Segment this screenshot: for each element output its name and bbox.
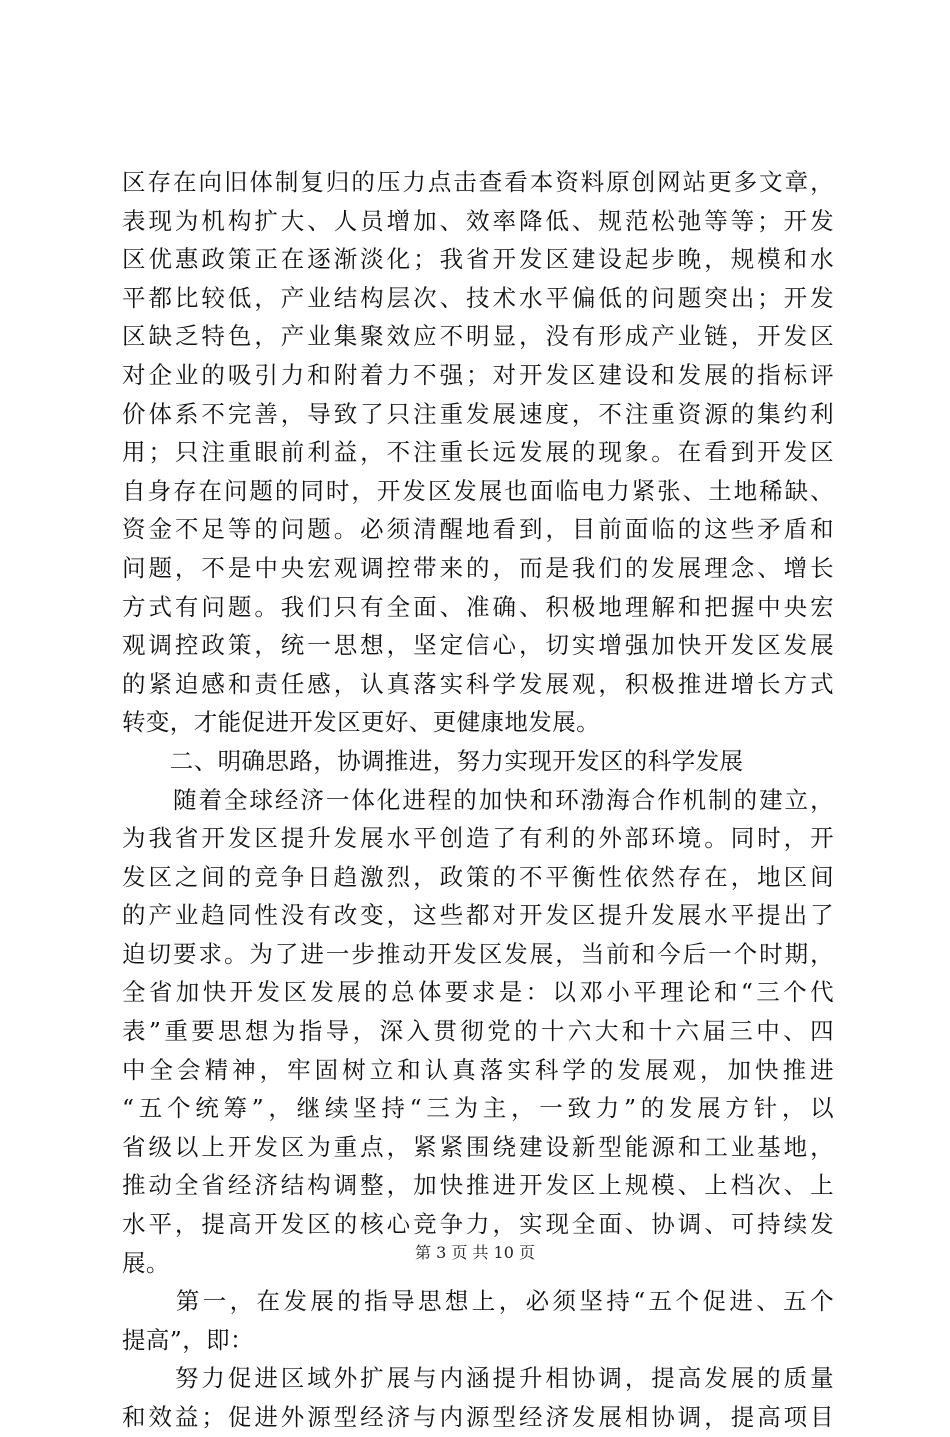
text-line: 方式有问题。我们只有全面、准确、积极地理解和把握中央宏 [122, 592, 834, 621]
text-line: 问题，不是中央宏观调控带来的，而是我们的发展理念、增长 [122, 553, 834, 582]
text-line: 区缺乏特色，产业集聚效应不明显，没有形成产业链，开发区 [122, 322, 834, 351]
text-line: 用；只注重眼前利益，不注重长远发展的现象。在看到开发区 [122, 438, 834, 467]
text-line: 为我省开发区提升发展水平创造了有利的外部环境。同时，开 [122, 824, 834, 853]
text-line: 平都比较低，产业结构层次、技术水平偏低的问题突出；开发 [122, 283, 834, 312]
text-line: 提高”，即： [122, 1325, 254, 1354]
text-line: 表现为机构扩大、人员增加、效率降低、规范松弛等等；开发 [122, 206, 834, 235]
text-line: 的产业趋同性没有改变，这些都对开发区提升发展水平提出了 [122, 901, 834, 930]
page-number-footer: 第 3 页 共 10 页 [415, 1243, 535, 1262]
text-line: 转变，才能促进开发区更好、更健康地发展。 [122, 708, 600, 737]
text-line: 展。 [122, 1248, 170, 1277]
text-line: 随着全球经济一体化进程的加快和环渤海合作机制的建立， [122, 785, 834, 814]
text-line: 中全会精神，牢固树立和认真落实科学的发展观，加快推进 [122, 1055, 834, 1084]
section-heading: 二、明确思路，协调推进，努力实现开发区的科学发展 [122, 746, 744, 775]
text-line: 水平，提高开发区的核心竞争力，实现全面、协调、可持续发 [122, 1210, 834, 1239]
text-line: 区优惠政策正在逐渐淡化；我省开发区建设起步晚，规模和水 [122, 245, 834, 274]
text-line: 第一，在发展的指导思想上，必须坚持“五个促进、五个 [122, 1287, 834, 1316]
text-line: 推动全省经济结构调整，加快推进开发区上规模、上档次、上 [122, 1171, 834, 1200]
text-line: 全省加快开发区发展的总体要求是：以邓小平理论和“三个代 [122, 978, 834, 1007]
text-line: 自身存在问题的同时，开发区发展也面临电力紧张、土地稀缺、 [122, 476, 834, 505]
text-line: 和效益；促进外源型经济与内源型经济发展相协调，提高项目 [122, 1403, 834, 1431]
text-line: 省级以上开发区为重点，紧紧围绕建设新型能源和工业基地， [122, 1132, 834, 1161]
text-line: 迫切要求。为了进一步推动开发区发展，当前和今后一个时期， [122, 939, 834, 968]
text-line: 价体系不完善，导致了只注重发展速度，不注重资源的集约利 [122, 399, 834, 428]
text-line: 资金不足等的问题。必须清醒地看到，目前面临的这些矛盾和 [122, 515, 834, 544]
text-line: 表”重要思想为指导，深入贯彻党的十六大和十六届三中、四 [122, 1017, 834, 1046]
text-line: 对企业的吸引力和附着力不强；对开发区建设和发展的指标评 [122, 360, 834, 389]
text-line: 努力促进区域外扩展与内涵提升相协调，提高发展的质量 [122, 1364, 834, 1393]
text-line: “五个统筹”，继续坚持“三为主，一致力”的发展方针，以 [122, 1094, 834, 1123]
text-line: 发区之间的竞争日趋激烈，政策的不平衡性依然存在，地区间 [122, 862, 834, 891]
text-line: 观调控政策，统一思想，坚定信心，切实增强加快开发区发展 [122, 631, 834, 660]
text-line: 的紧迫感和责任感，认真落实科学发展观，积极推进增长方式 [122, 669, 834, 698]
text-line: 区存在向旧体制复归的压力点击查看本资料原创网站更多文章， [122, 168, 834, 196]
